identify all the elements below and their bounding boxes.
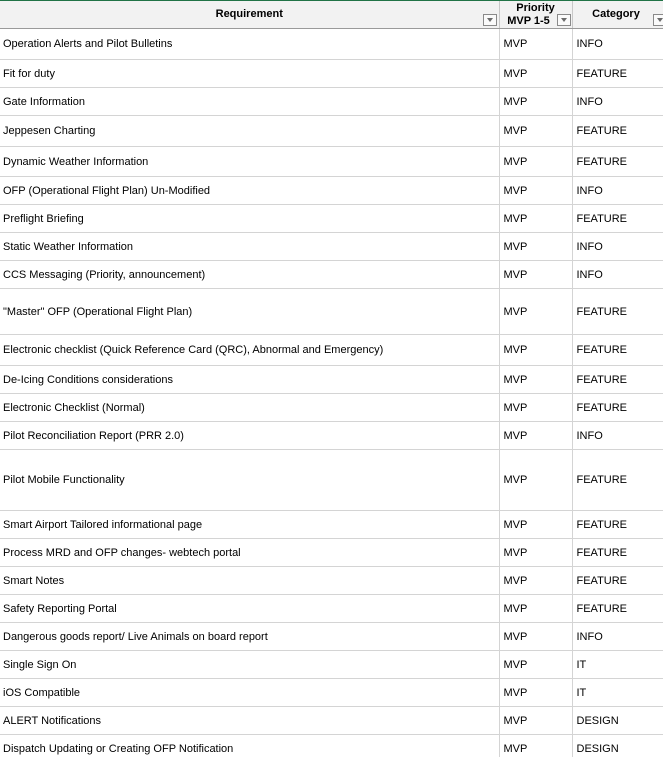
cell-priority[interactable]: MVP xyxy=(499,595,572,623)
cell-priority[interactable]: MVP xyxy=(499,205,572,233)
cell-category[interactable]: IT xyxy=(572,651,663,679)
cell-category[interactable]: FEATURE xyxy=(572,205,663,233)
cell-requirement[interactable]: ALERT Notifications xyxy=(0,707,499,735)
cell-category[interactable]: IT xyxy=(572,679,663,707)
cell-priority[interactable]: MVP xyxy=(499,679,572,707)
table-row[interactable] xyxy=(0,394,663,422)
cell-priority[interactable]: MVP xyxy=(499,289,572,335)
cell-priority[interactable]: MVP xyxy=(499,147,572,177)
column-header-label: Requirement xyxy=(215,8,283,20)
table-row[interactable] xyxy=(0,177,663,205)
cell-requirement[interactable]: Operation Alerts and Pilot Bulletins xyxy=(0,29,499,60)
cell-category[interactable]: FEATURE xyxy=(572,511,663,539)
cell-priority[interactable]: MVP xyxy=(499,707,572,735)
cell-priority[interactable]: MVP xyxy=(499,567,572,595)
cell-category[interactable]: FEATURE xyxy=(572,595,663,623)
table-row[interactable] xyxy=(0,366,663,394)
table-row[interactable] xyxy=(0,511,663,539)
column-header-category[interactable] xyxy=(572,1,663,29)
cell-category[interactable]: FEATURE xyxy=(572,60,663,88)
cell-requirement[interactable]: Static Weather Information xyxy=(0,233,499,261)
cell-requirement[interactable]: Electronic Checklist (Normal) xyxy=(0,394,499,422)
cell-priority[interactable]: MVP xyxy=(499,88,572,116)
cell-requirement[interactable]: Dispatch Updating or Creating OFP Notification xyxy=(0,735,499,757)
column-header-priority[interactable] xyxy=(499,1,572,29)
table-row[interactable] xyxy=(0,147,663,177)
cell-requirement[interactable]: De-Icing Conditions considerations xyxy=(0,366,499,394)
cell-requirement[interactable]: Process MRD and OFP changes- webtech portal xyxy=(0,539,499,567)
table-row[interactable] xyxy=(0,623,663,651)
cell-category[interactable]: DESIGN xyxy=(572,707,663,735)
cell-category[interactable]: INFO xyxy=(572,261,663,289)
cell-category[interactable]: FEATURE xyxy=(572,394,663,422)
cell-priority[interactable]: MVP xyxy=(499,511,572,539)
cell-priority[interactable]: MVP xyxy=(499,116,572,147)
cell-priority[interactable]: MVP xyxy=(499,177,572,205)
filter-dropdown-icon[interactable] xyxy=(557,14,571,26)
table-row[interactable] xyxy=(0,116,663,147)
cell-category[interactable]: FEATURE xyxy=(572,335,663,366)
cell-requirement[interactable]: Pilot Mobile Functionality xyxy=(0,450,499,511)
table-row[interactable] xyxy=(0,422,663,450)
table-row[interactable] xyxy=(0,60,663,88)
cell-category[interactable]: FEATURE xyxy=(572,450,663,511)
cell-requirement[interactable]: Preflight Briefing xyxy=(0,205,499,233)
filter-dropdown-icon[interactable] xyxy=(653,14,663,26)
cell-requirement[interactable]: "Master" OFP (Operational Flight Plan) xyxy=(0,289,499,335)
table-row[interactable] xyxy=(0,289,663,335)
header-row xyxy=(0,1,663,29)
column-header-label: Priority xyxy=(516,1,555,14)
cell-priority[interactable]: MVP xyxy=(499,623,572,651)
table-row[interactable] xyxy=(0,205,663,233)
cell-priority[interactable]: MVP xyxy=(499,735,572,757)
column-header-requirement[interactable] xyxy=(0,1,499,29)
cell-requirement[interactable]: OFP (Operational Flight Plan) Un-Modified xyxy=(0,177,499,205)
cell-requirement[interactable]: Dangerous goods report/ Live Animals on board report xyxy=(0,623,499,651)
cell-requirement[interactable]: CCS Messaging (Priority, announcement) xyxy=(0,261,499,289)
cell-category[interactable]: INFO xyxy=(572,623,663,651)
cell-requirement[interactable]: iOS Compatible xyxy=(0,679,499,707)
table-row[interactable] xyxy=(0,233,663,261)
cell-requirement[interactable]: Fit for duty xyxy=(0,60,499,88)
cell-priority[interactable]: MVP xyxy=(499,450,572,511)
table-row[interactable] xyxy=(0,679,663,707)
cell-priority[interactable]: MVP xyxy=(499,366,572,394)
cell-priority[interactable]: MVP xyxy=(499,60,572,88)
cell-requirement[interactable]: Dynamic Weather Information xyxy=(0,147,499,177)
cell-category[interactable]: FEATURE xyxy=(572,289,663,335)
cell-category[interactable]: INFO xyxy=(572,177,663,205)
cell-requirement[interactable]: Jeppesen Charting xyxy=(0,116,499,147)
column-header-label: Category xyxy=(592,8,640,20)
cell-category[interactable]: INFO xyxy=(572,422,663,450)
table-row[interactable] xyxy=(0,567,663,595)
cell-requirement[interactable]: Gate Information xyxy=(0,88,499,116)
cell-priority[interactable]: MVP xyxy=(499,29,572,60)
cell-priority[interactable]: MVP xyxy=(499,233,572,261)
cell-category[interactable]: INFO xyxy=(572,29,663,60)
cell-category[interactable]: INFO xyxy=(572,233,663,261)
cell-priority[interactable]: MVP xyxy=(499,651,572,679)
cell-requirement[interactable]: Pilot Reconciliation Report (PRR 2.0) xyxy=(0,422,499,450)
cell-category[interactable]: FEATURE xyxy=(572,567,663,595)
cell-requirement[interactable]: Electronic checklist (Quick Reference Card (QRC), Abnormal and Emergency) xyxy=(0,335,499,366)
table-row[interactable] xyxy=(0,595,663,623)
cell-category[interactable]: DESIGN xyxy=(572,735,663,757)
table-row[interactable] xyxy=(0,335,663,366)
table-row[interactable] xyxy=(0,88,663,116)
cell-priority[interactable]: MVP xyxy=(499,335,572,366)
cell-category[interactable]: FEATURE xyxy=(572,539,663,567)
cell-requirement[interactable]: Single Sign On xyxy=(0,651,499,679)
table-row[interactable] xyxy=(0,735,663,757)
requirements-table xyxy=(0,1,663,757)
cell-requirement[interactable]: Safety Reporting Portal xyxy=(0,595,499,623)
table-row[interactable] xyxy=(0,29,663,60)
table-row[interactable] xyxy=(0,707,663,735)
cell-requirement[interactable]: Smart Airport Tailored informational page xyxy=(0,511,499,539)
cell-category[interactable]: INFO xyxy=(572,88,663,116)
table-row[interactable] xyxy=(0,539,663,567)
cell-category[interactable]: FEATURE xyxy=(572,116,663,147)
column-header-label: MVP 1-5 xyxy=(507,14,550,27)
cell-category[interactable]: FEATURE xyxy=(572,366,663,394)
cell-requirement[interactable]: Smart Notes xyxy=(0,567,499,595)
table-row[interactable] xyxy=(0,651,663,679)
table-row[interactable] xyxy=(0,261,663,289)
cell-category[interactable]: FEATURE xyxy=(572,147,663,177)
cell-priority[interactable]: MVP xyxy=(499,261,572,289)
cell-priority[interactable]: MVP xyxy=(499,394,572,422)
filter-dropdown-icon[interactable] xyxy=(483,14,497,26)
cell-priority[interactable]: MVP xyxy=(499,422,572,450)
table-row[interactable] xyxy=(0,450,663,511)
cell-priority[interactable]: MVP xyxy=(499,539,572,567)
